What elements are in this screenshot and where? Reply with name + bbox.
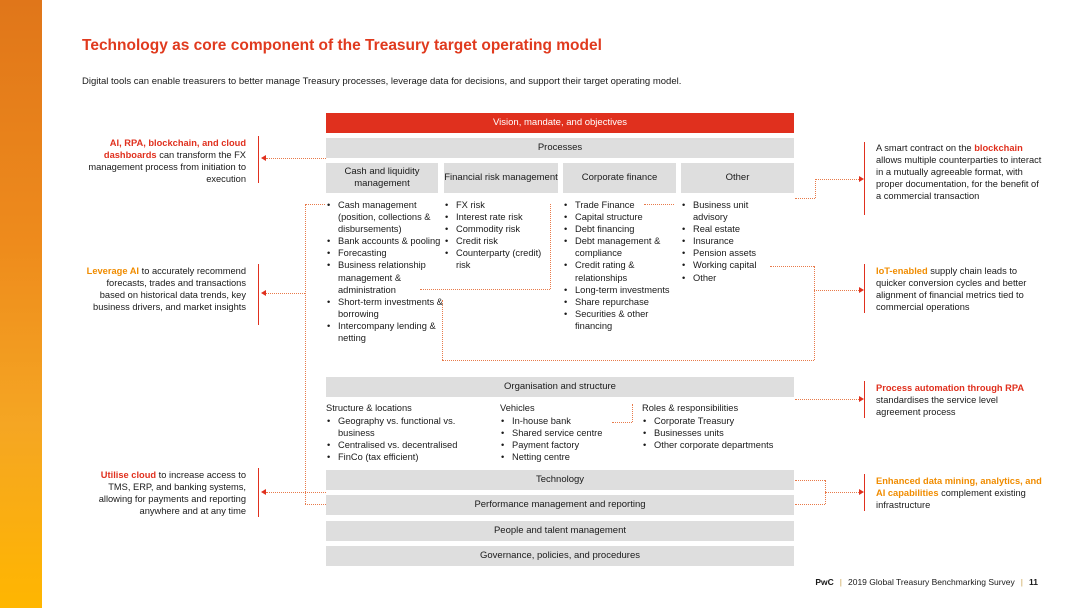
connector-line	[442, 300, 443, 360]
process-header-corporate: Corporate finance	[563, 163, 676, 193]
note-highlight: blockchain	[974, 143, 1023, 153]
left-note-bar	[258, 264, 259, 325]
note-text: standardises the service level agreement process	[876, 395, 998, 418]
connector-line	[795, 198, 815, 199]
org-vehicles	[500, 402, 630, 463]
connector-line	[442, 360, 814, 361]
list-item: • Bank accounts & pooling	[338, 235, 446, 247]
left-note-cloud	[82, 469, 246, 517]
page-subtitle: Digital tools can enable treasurers to better manage Treasury processes, leverage data for decisions, and support their target operating model.	[82, 76, 682, 87]
connector-line	[770, 266, 814, 267]
note-text: can transform the FX management process from initiation to execution	[88, 150, 246, 185]
connector-line	[814, 266, 815, 360]
connector-line	[795, 480, 825, 481]
right-note-blockchain	[876, 142, 1046, 202]
arrow-right-icon	[859, 396, 864, 402]
connector-line	[815, 179, 859, 180]
list-item: • Interest rate risk	[456, 211, 554, 223]
list-item: • FinCo (tax efficient)	[338, 451, 486, 463]
note-highlight: Enhanced data mining, analytics, and AI capabilities	[876, 476, 1042, 499]
list-item: • In-house bank	[512, 415, 630, 427]
arrow-left-icon	[261, 155, 266, 161]
page-number: 11	[1029, 577, 1038, 587]
list-item: • Long-term investments	[575, 284, 678, 296]
note-text: complement existing infrastructure	[876, 488, 1026, 511]
corporate-list	[563, 199, 678, 332]
arrow-right-icon	[859, 489, 864, 495]
right-note-bar	[864, 264, 865, 313]
connector-line	[305, 204, 306, 504]
list-item: • Businesses units	[654, 427, 802, 439]
list-item: • Netting centre	[512, 451, 630, 463]
note-highlight: IoT-enabled	[876, 266, 928, 276]
process-header-cash: Cash and liquidity management	[326, 163, 438, 193]
org-roles-heading: Roles & responsibilities	[642, 403, 739, 413]
connector-line	[420, 289, 550, 290]
list-item: • Commodity risk	[456, 223, 554, 235]
note-highlight: Process automation through RPA	[876, 383, 1025, 393]
right-note-bar	[864, 142, 865, 215]
process-header-other: Other	[681, 163, 794, 193]
band-processes: Processes	[326, 138, 794, 158]
list-item: • Working capital	[693, 259, 781, 271]
left-note-ai-rpa	[82, 137, 246, 185]
list-item: • Shared service centre	[512, 427, 630, 439]
list-item: • Short-term investments & borrowing	[338, 296, 446, 320]
note-highlight: Leverage AI	[86, 266, 140, 276]
connector-line	[266, 293, 305, 294]
note-text: allows multiple counterparties to interact in a mutually agreeable format, with proper documentation, for the benefit of a commercial transaction	[876, 155, 1042, 202]
org-structure	[326, 402, 486, 463]
note-text: to accurately recommend forecasts, trades and transactions based on historical data trends, key business drivers, and market insights	[93, 266, 246, 313]
list-item: • Forecasting	[338, 247, 446, 259]
list-item: • Debt financing	[575, 223, 678, 235]
list-item: • Centralised vs. decentralised	[338, 439, 486, 451]
footer: PwC | 2019 Global Treasury Benchmarking Survey | 11	[815, 577, 1038, 587]
connector-line	[795, 399, 859, 400]
connector-line	[305, 504, 326, 505]
list-item: • Debt management & compliance	[575, 235, 678, 259]
band-governance: Governance, policies, and procedures	[326, 546, 794, 566]
connector-line	[612, 422, 632, 423]
list-item: • Credit risk	[456, 235, 554, 247]
right-note-iot	[876, 265, 1046, 313]
list-item: • Capital structure	[575, 211, 678, 223]
cash-list	[326, 199, 446, 344]
arrow-left-icon	[261, 290, 266, 296]
connector-line	[815, 179, 816, 198]
arrow-right-icon	[859, 176, 864, 182]
footer-brand: PwC	[815, 577, 834, 587]
list-item: • Business unit advisory	[693, 199, 781, 223]
list-item: • Real estate	[693, 223, 781, 235]
footer-survey: 2019 Global Treasury Benchmarking Survey	[848, 577, 1015, 587]
left-note-ai	[82, 265, 246, 313]
connector-line	[632, 404, 633, 422]
connector-line	[550, 204, 551, 289]
list-item: • Counterparty (credit) risk	[456, 247, 554, 271]
org-structure-heading: Structure & locations	[326, 403, 412, 413]
left-note-bar	[258, 136, 259, 183]
right-note-analytics	[876, 475, 1046, 511]
list-item: • Pension assets	[693, 247, 781, 259]
note-text: to increase access to TMS, ERP, and banking systems, allowing for payments and reporting anywhere and at any time	[98, 470, 246, 517]
connector-line	[266, 492, 326, 493]
band-vision: Vision, mandate, and objectives	[326, 113, 794, 133]
list-item: • Other	[693, 272, 781, 284]
other-list	[681, 199, 781, 284]
note-highlight: AI, RPA, blockchain, and cloud dashboards	[103, 138, 246, 161]
right-note-bar	[864, 381, 865, 418]
list-item: • Cash management (position, collections & disbursements)	[338, 199, 446, 235]
list-item: • Share repurchase	[575, 296, 678, 308]
process-header-risk: Financial risk management	[444, 163, 558, 193]
org-vehicles-heading: Vehicles	[500, 403, 535, 413]
page-title: Technology as core component of the Treasury target operating model	[82, 37, 602, 54]
list-item: • Trade Finance	[575, 199, 678, 211]
band-people: People and talent management	[326, 521, 794, 541]
risk-list	[444, 199, 554, 272]
org-roles	[642, 402, 802, 451]
note-highlight: Utilise cloud	[100, 470, 157, 480]
list-item: • Credit rating & relationships	[575, 259, 678, 283]
decorative-side-bar	[0, 0, 42, 608]
list-item: • Securities & other financing	[575, 308, 678, 332]
list-item: • Payment factory	[512, 439, 630, 451]
connector-line	[795, 504, 825, 505]
band-technology: Technology	[326, 470, 794, 490]
list-item: • Intercompany lending & netting	[338, 320, 446, 344]
band-performance: Performance management and reporting	[326, 495, 794, 515]
list-item: • Geography vs. functional vs. business	[338, 415, 486, 439]
list-item: • Corporate Treasury	[654, 415, 802, 427]
connector-line	[305, 204, 325, 205]
note-text: supply chain leads to quicker conversion cycles and better alignment of financial metrics tied to commercial operations	[876, 266, 1027, 313]
connector-line	[814, 290, 859, 291]
connector-line	[825, 492, 859, 493]
band-organisation: Organisation and structure	[326, 377, 794, 397]
list-item: • FX risk	[456, 199, 554, 211]
list-item: • Insurance	[693, 235, 781, 247]
list-item: • Other corporate departments	[654, 439, 802, 451]
connector-line	[266, 158, 326, 159]
arrow-left-icon	[261, 489, 266, 495]
arrow-right-icon	[859, 287, 864, 293]
note-text: A smart contract on the	[876, 143, 975, 153]
left-note-bar	[258, 468, 259, 517]
list-item: • Business relationship management & administration	[338, 259, 446, 295]
right-note-rpa	[876, 382, 1041, 418]
right-note-bar	[864, 474, 865, 511]
connector-line	[644, 204, 674, 205]
